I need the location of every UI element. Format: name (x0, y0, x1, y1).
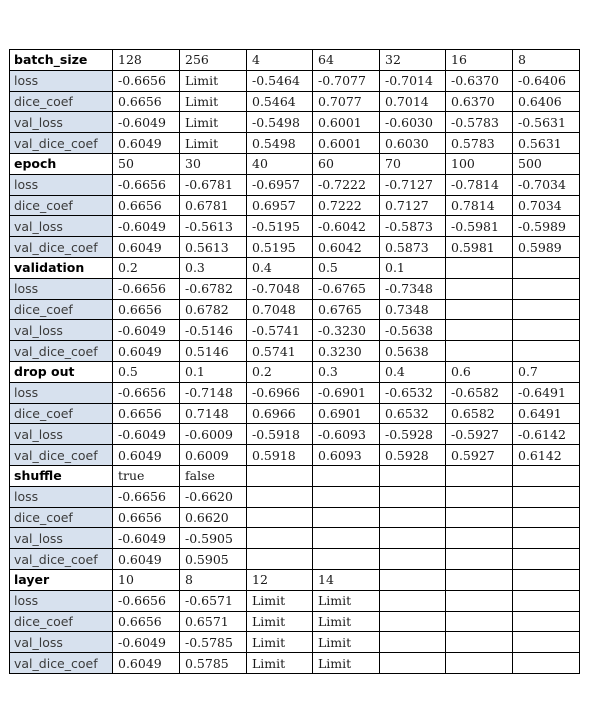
metric-value-cell (446, 299, 513, 320)
metric-row (10, 528, 580, 549)
parameter-value-cell (313, 465, 380, 486)
metric-value-cell: -0.6656 (113, 382, 180, 403)
metric-value-cell: -0.6049 (113, 112, 180, 133)
metric-value-cell: Limit (313, 653, 380, 674)
parameter-name-cell: shuffle (10, 465, 113, 486)
metric-value-cell: 0.5631 (513, 133, 580, 154)
metric-value-cell (380, 653, 446, 674)
metric-value-cell: -0.6030 (380, 112, 446, 133)
parameter-value-cell: 0.5 (113, 361, 180, 382)
metric-value-cell: -0.7222 (313, 174, 380, 195)
metric-value-cell (446, 590, 513, 611)
metric-row (10, 382, 580, 403)
metric-value-cell: -0.6656 (113, 174, 180, 195)
metric-value-cell: -0.6049 (113, 320, 180, 341)
metric-value-cell: -0.5785 (180, 632, 247, 653)
metric-value-cell: 0.7077 (313, 91, 380, 112)
parameter-header-row (10, 50, 580, 71)
metric-name-cell: dice_coef (10, 195, 113, 216)
metric-value-cell: -0.5464 (247, 70, 313, 91)
metric-value-cell: -0.6656 (113, 278, 180, 299)
metric-value-cell: 0.6957 (247, 195, 313, 216)
metric-value-cell: Limit (180, 91, 247, 112)
metric-value-cell: -0.6009 (180, 424, 247, 445)
metric-value-cell: -0.7048 (247, 278, 313, 299)
metric-row (10, 653, 580, 674)
parameter-value-cell: false (180, 465, 247, 486)
metric-value-cell: -0.6532 (380, 382, 446, 403)
metric-value-cell (247, 507, 313, 528)
metric-value-cell (446, 507, 513, 528)
metric-value-cell: Limit (247, 611, 313, 632)
metric-value-cell (380, 632, 446, 653)
metric-value-cell: -0.7034 (513, 174, 580, 195)
parameter-value-cell: 0.4 (380, 361, 446, 382)
metric-value-cell: -0.5741 (247, 320, 313, 341)
metric-row (10, 486, 580, 507)
metric-value-cell: -0.5638 (380, 320, 446, 341)
metric-name-cell: loss (10, 382, 113, 403)
metric-value-cell: -0.7127 (380, 174, 446, 195)
metric-value-cell: 0.6966 (247, 403, 313, 424)
parameter-value-cell: 4 (247, 50, 313, 71)
metric-row (10, 278, 580, 299)
metric-row (10, 91, 580, 112)
metric-value-cell (380, 611, 446, 632)
metric-value-cell: 0.6001 (313, 112, 380, 133)
parameter-value-cell: 0.4 (247, 257, 313, 278)
metric-name-cell: loss (10, 70, 113, 91)
metric-value-cell: Limit (180, 70, 247, 91)
parameter-value-cell: 500 (513, 153, 580, 174)
metric-row (10, 216, 580, 237)
metric-row (10, 237, 580, 258)
metric-value-cell: -0.6049 (113, 528, 180, 549)
metric-row (10, 445, 580, 466)
metric-value-cell: 0.5905 (180, 549, 247, 570)
metric-name-cell: val_loss (10, 320, 113, 341)
metric-value-cell (313, 549, 380, 570)
metric-name-cell: val_dice_coef (10, 237, 113, 258)
metric-value-cell: -0.6656 (113, 590, 180, 611)
metric-value-cell (380, 590, 446, 611)
metric-value-cell: -0.5981 (446, 216, 513, 237)
metric-value-cell: 0.5785 (180, 653, 247, 674)
parameter-header-row (10, 153, 580, 174)
metric-value-cell: -0.7014 (380, 70, 446, 91)
metric-name-cell: val_loss (10, 528, 113, 549)
parameter-value-cell (513, 257, 580, 278)
metric-value-cell (513, 632, 580, 653)
metric-value-cell: 0.7034 (513, 195, 580, 216)
parameter-value-cell (446, 569, 513, 590)
metric-value-cell: -0.5989 (513, 216, 580, 237)
parameter-name-cell: epoch (10, 153, 113, 174)
parameter-value-cell: 50 (113, 153, 180, 174)
metric-value-cell: 0.6656 (113, 299, 180, 320)
metric-value-cell (380, 549, 446, 570)
parameter-value-cell: 0.6 (446, 361, 513, 382)
metric-row (10, 632, 580, 653)
metric-value-cell (313, 507, 380, 528)
table-body (10, 50, 580, 674)
metric-value-cell: Limit (313, 590, 380, 611)
metric-value-cell: 0.6532 (380, 403, 446, 424)
metric-value-cell: 0.6406 (513, 91, 580, 112)
metric-value-cell (446, 341, 513, 362)
metric-value-cell: 0.6620 (180, 507, 247, 528)
metric-value-cell: Limit (313, 632, 380, 653)
metric-value-cell (380, 507, 446, 528)
metric-value-cell (380, 486, 446, 507)
metric-value-cell: 0.7348 (380, 299, 446, 320)
metric-value-cell: -0.6370 (446, 70, 513, 91)
parameter-value-cell: 60 (313, 153, 380, 174)
hyperparameter-results-table (9, 49, 580, 674)
metric-value-cell (513, 299, 580, 320)
metric-name-cell: val_loss (10, 424, 113, 445)
metric-value-cell: Limit (180, 112, 247, 133)
metric-row (10, 507, 580, 528)
metric-row (10, 424, 580, 445)
metric-value-cell (513, 341, 580, 362)
metric-value-cell: 0.7014 (380, 91, 446, 112)
metric-value-cell: Limit (247, 653, 313, 674)
metric-value-cell: -0.5146 (180, 320, 247, 341)
metric-value-cell: -0.5918 (247, 424, 313, 445)
parameter-value-cell: 0.2 (247, 361, 313, 382)
metric-name-cell: loss (10, 278, 113, 299)
metric-value-cell: -0.7814 (446, 174, 513, 195)
metric-name-cell: val_dice_coef (10, 549, 113, 570)
metric-name-cell: val_dice_coef (10, 341, 113, 362)
metric-value-cell: 0.5146 (180, 341, 247, 362)
metric-value-cell: Limit (247, 632, 313, 653)
metric-value-cell (513, 549, 580, 570)
metric-value-cell: 0.6009 (180, 445, 247, 466)
metric-name-cell: val_loss (10, 112, 113, 133)
metric-value-cell: 0.6571 (180, 611, 247, 632)
metric-value-cell (446, 528, 513, 549)
metric-value-cell: -0.6406 (513, 70, 580, 91)
metric-value-cell (513, 653, 580, 674)
metric-value-cell: 0.5613 (180, 237, 247, 258)
metric-value-cell: -0.6901 (313, 382, 380, 403)
metric-value-cell (313, 528, 380, 549)
metric-value-cell: 0.7222 (313, 195, 380, 216)
metric-value-cell: -0.6782 (180, 278, 247, 299)
metric-value-cell: 0.5195 (247, 237, 313, 258)
metric-value-cell: -0.6571 (180, 590, 247, 611)
metric-value-cell (313, 486, 380, 507)
parameter-name-cell: layer (10, 569, 113, 590)
metric-name-cell: loss (10, 486, 113, 507)
metric-value-cell: 0.5927 (446, 445, 513, 466)
parameter-value-cell: 32 (380, 50, 446, 71)
metric-name-cell: val_loss (10, 632, 113, 653)
metric-value-cell (513, 590, 580, 611)
metric-value-cell: 0.6049 (113, 445, 180, 466)
metric-value-cell (446, 653, 513, 674)
metric-value-cell (513, 507, 580, 528)
metric-value-cell: 0.6781 (180, 195, 247, 216)
parameter-value-cell: 40 (247, 153, 313, 174)
metric-value-cell: -0.5928 (380, 424, 446, 445)
metric-name-cell: dice_coef (10, 299, 113, 320)
metric-value-cell: 0.6370 (446, 91, 513, 112)
metric-value-cell (247, 486, 313, 507)
metric-value-cell: -0.6142 (513, 424, 580, 445)
metric-value-cell: 0.6782 (180, 299, 247, 320)
metric-value-cell: 0.6093 (313, 445, 380, 466)
metric-value-cell: 0.5638 (380, 341, 446, 362)
metric-value-cell: 0.6049 (113, 133, 180, 154)
metric-row (10, 590, 580, 611)
metric-value-cell (513, 528, 580, 549)
parameter-value-cell: 0.1 (380, 257, 446, 278)
metric-value-cell: 0.6001 (313, 133, 380, 154)
metric-row (10, 174, 580, 195)
metric-row (10, 133, 580, 154)
parameter-value-cell: 16 (446, 50, 513, 71)
metric-value-cell: -0.6049 (113, 216, 180, 237)
metric-value-cell: -0.6049 (113, 424, 180, 445)
metric-name-cell: dice_coef (10, 91, 113, 112)
parameter-value-cell (247, 465, 313, 486)
metric-value-cell: 0.5918 (247, 445, 313, 466)
metric-value-cell: 0.6049 (113, 237, 180, 258)
metric-value-cell (446, 549, 513, 570)
parameter-value-cell: 0.3 (180, 257, 247, 278)
metric-row (10, 403, 580, 424)
metric-value-cell: 0.6042 (313, 237, 380, 258)
metric-value-cell: 0.6030 (380, 133, 446, 154)
parameter-value-cell: 8 (180, 569, 247, 590)
metric-value-cell: 0.6049 (113, 341, 180, 362)
metric-value-cell: 0.7127 (380, 195, 446, 216)
metric-value-cell: -0.6093 (313, 424, 380, 445)
parameter-header-row (10, 257, 580, 278)
metric-value-cell: -0.6765 (313, 278, 380, 299)
metric-value-cell (513, 320, 580, 341)
metric-value-cell: 0.6656 (113, 403, 180, 424)
parameter-name-cell: validation (10, 257, 113, 278)
metric-name-cell: val_dice_coef (10, 653, 113, 674)
metric-name-cell: val_dice_coef (10, 445, 113, 466)
parameter-value-cell (446, 257, 513, 278)
metric-value-cell: 0.6491 (513, 403, 580, 424)
metric-row (10, 70, 580, 91)
metric-value-cell (513, 486, 580, 507)
metric-row (10, 195, 580, 216)
parameter-value-cell: 70 (380, 153, 446, 174)
parameter-value-cell: 10 (113, 569, 180, 590)
metric-value-cell: 0.6049 (113, 549, 180, 570)
metric-name-cell: loss (10, 590, 113, 611)
metric-row (10, 320, 580, 341)
parameter-value-cell: 8 (513, 50, 580, 71)
parameter-value-cell (513, 569, 580, 590)
metric-value-cell: 0.7814 (446, 195, 513, 216)
metric-value-cell: 0.6142 (513, 445, 580, 466)
metric-value-cell: -0.5195 (247, 216, 313, 237)
metric-value-cell (247, 528, 313, 549)
metric-value-cell: -0.7077 (313, 70, 380, 91)
metric-value-cell: 0.6582 (446, 403, 513, 424)
metric-value-cell: -0.5783 (446, 112, 513, 133)
metric-value-cell: -0.5498 (247, 112, 313, 133)
parameter-value-cell: 0.5 (313, 257, 380, 278)
metric-value-cell: 0.6656 (113, 91, 180, 112)
metric-value-cell (513, 611, 580, 632)
metric-row (10, 549, 580, 570)
metric-value-cell: -0.6049 (113, 632, 180, 653)
metric-value-cell: 0.5498 (247, 133, 313, 154)
metric-value-cell: 0.6656 (113, 611, 180, 632)
metric-value-cell: 0.6765 (313, 299, 380, 320)
metric-name-cell: dice_coef (10, 611, 113, 632)
parameter-value-cell: 128 (113, 50, 180, 71)
metric-value-cell: -0.5927 (446, 424, 513, 445)
metric-value-cell: -0.7148 (180, 382, 247, 403)
metric-value-cell: -0.5873 (380, 216, 446, 237)
metric-value-cell: Limit (247, 590, 313, 611)
parameter-value-cell: 0.2 (113, 257, 180, 278)
metric-value-cell (247, 549, 313, 570)
parameter-value-cell: 30 (180, 153, 247, 174)
parameter-value-cell: 100 (446, 153, 513, 174)
metric-value-cell (380, 528, 446, 549)
metric-value-cell: 0.6049 (113, 653, 180, 674)
metric-row (10, 341, 580, 362)
metric-value-cell: -0.6656 (113, 486, 180, 507)
metric-value-cell: -0.5905 (180, 528, 247, 549)
metric-value-cell: 0.6656 (113, 195, 180, 216)
metric-value-cell: -0.3230 (313, 320, 380, 341)
metric-value-cell: -0.6656 (113, 70, 180, 91)
parameter-value-cell: 0.3 (313, 361, 380, 382)
parameter-header-row (10, 465, 580, 486)
parameter-value-cell: 14 (313, 569, 380, 590)
metric-row (10, 299, 580, 320)
metric-value-cell: 0.5741 (247, 341, 313, 362)
metric-name-cell: dice_coef (10, 507, 113, 528)
metric-value-cell (446, 611, 513, 632)
parameter-value-cell: true (113, 465, 180, 486)
metric-row (10, 112, 580, 133)
metric-value-cell: 0.5783 (446, 133, 513, 154)
metric-value-cell: -0.6582 (446, 382, 513, 403)
metric-value-cell: 0.7148 (180, 403, 247, 424)
metric-row (10, 611, 580, 632)
metric-value-cell (446, 486, 513, 507)
parameter-value-cell: 64 (313, 50, 380, 71)
metric-value-cell (446, 632, 513, 653)
metric-value-cell: Limit (180, 133, 247, 154)
metric-value-cell: 0.6901 (313, 403, 380, 424)
parameter-value-cell: 0.7 (513, 361, 580, 382)
parameter-value-cell: 0.1 (180, 361, 247, 382)
metric-value-cell (513, 278, 580, 299)
parameter-name-cell: drop out (10, 361, 113, 382)
metric-value-cell (446, 320, 513, 341)
metric-value-cell: -0.7348 (380, 278, 446, 299)
parameter-value-cell: 256 (180, 50, 247, 71)
metric-name-cell: loss (10, 174, 113, 195)
parameter-header-row (10, 569, 580, 590)
metric-value-cell: 0.5928 (380, 445, 446, 466)
metric-value-cell: -0.6042 (313, 216, 380, 237)
parameter-header-row (10, 361, 580, 382)
metric-value-cell: Limit (313, 611, 380, 632)
metric-value-cell: -0.6620 (180, 486, 247, 507)
metric-value-cell: 0.5464 (247, 91, 313, 112)
metric-value-cell: -0.6491 (513, 382, 580, 403)
parameter-value-cell (380, 465, 446, 486)
metric-value-cell: 0.7048 (247, 299, 313, 320)
parameter-value-cell (446, 465, 513, 486)
metric-name-cell: val_dice_coef (10, 133, 113, 154)
metric-name-cell: dice_coef (10, 403, 113, 424)
metric-value-cell: 0.5873 (380, 237, 446, 258)
metric-value-cell: -0.6781 (180, 174, 247, 195)
parameter-value-cell (513, 465, 580, 486)
metric-value-cell: -0.6957 (247, 174, 313, 195)
parameter-value-cell: 12 (247, 569, 313, 590)
metric-value-cell: 0.6656 (113, 507, 180, 528)
parameter-name-cell: batch_size (10, 50, 113, 71)
metric-value-cell: 0.3230 (313, 341, 380, 362)
metric-value-cell: -0.5631 (513, 112, 580, 133)
parameter-value-cell (380, 569, 446, 590)
metric-value-cell: 0.5981 (446, 237, 513, 258)
metric-value-cell: -0.5613 (180, 216, 247, 237)
metric-value-cell (446, 278, 513, 299)
metric-name-cell: val_loss (10, 216, 113, 237)
metric-value-cell: -0.6966 (247, 382, 313, 403)
metric-value-cell: 0.5989 (513, 237, 580, 258)
